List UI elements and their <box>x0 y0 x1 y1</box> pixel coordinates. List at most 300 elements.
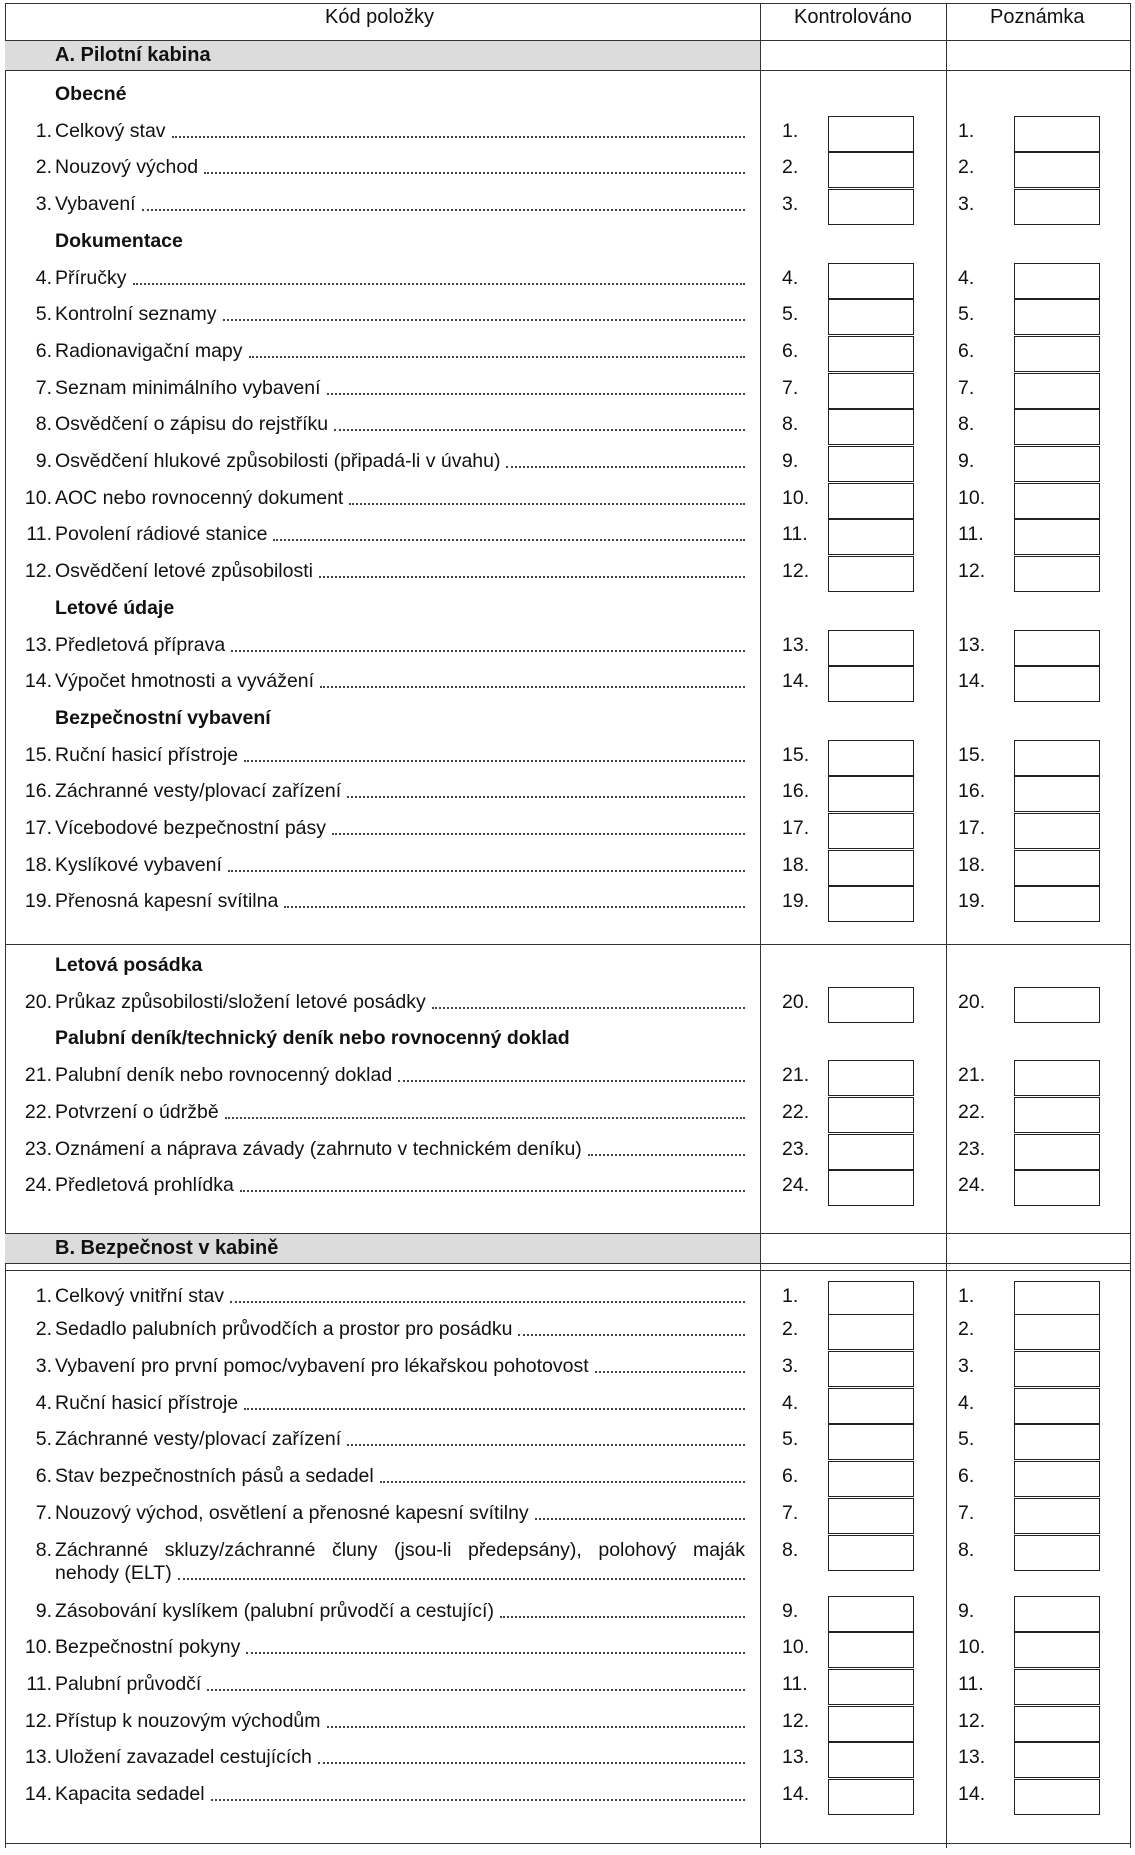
remark-box[interactable] <box>1014 1351 1100 1387</box>
item-label <box>55 1392 745 1415</box>
checked-number: 23. <box>782 1137 810 1160</box>
checklist-row <box>0 1636 1135 1664</box>
item-label <box>55 854 745 877</box>
item-label-text: Stav bezpečnostních pásů a sedadel <box>55 1465 374 1488</box>
checked-number: 13. <box>782 1746 810 1769</box>
checklist-row <box>0 1174 1135 1202</box>
remark-box[interactable] <box>1014 336 1100 372</box>
remark-number: 4. <box>958 266 975 289</box>
item-number: 2. <box>35 1318 52 1340</box>
item-label <box>55 1138 745 1161</box>
leader-dots <box>230 1301 745 1303</box>
remark-number: 18. <box>958 853 986 876</box>
checked-box[interactable] <box>828 1779 914 1815</box>
group-heading: Bezpečnostní vybavení <box>55 706 271 729</box>
item-label-line1: Záchranné skluzy/záchranné čluny (jsou-li předepsány), polohový maják <box>55 1538 745 1561</box>
checked-number: 8. <box>782 413 799 436</box>
remark-number: 14. <box>958 670 986 693</box>
checked-number: 6. <box>782 339 799 362</box>
remark-box[interactable] <box>1014 1669 1100 1705</box>
checklist-row <box>0 1600 1135 1628</box>
section-b-band-top <box>5 1233 1130 1234</box>
item-number: 1. <box>35 119 52 142</box>
item-number: 5. <box>35 303 52 326</box>
checklist-row <box>0 1502 1135 1530</box>
item-label <box>55 1428 745 1451</box>
leader-dots <box>332 833 745 835</box>
checked-box[interactable] <box>828 1669 914 1705</box>
remark-box[interactable] <box>1014 483 1100 519</box>
checklist-row <box>0 193 1135 221</box>
remark-number: 5. <box>958 1428 975 1451</box>
checked-number: 9. <box>782 450 799 472</box>
item-label-text: Radionavigační mapy <box>55 339 243 362</box>
remark-box[interactable] <box>1014 1535 1100 1571</box>
remark-box[interactable] <box>1014 1706 1100 1742</box>
leader-dots <box>327 393 745 395</box>
section-b-title: B. Bezpečnost v kabině <box>55 1237 279 1259</box>
checklist-row <box>0 991 1135 1019</box>
checked-box[interactable] <box>828 556 914 592</box>
checklist-row <box>0 1392 1135 1420</box>
item-number: 1. <box>35 1285 52 1307</box>
checked-box[interactable] <box>828 409 914 445</box>
item-label <box>55 487 745 510</box>
remark-box[interactable] <box>1014 1097 1100 1133</box>
checked-number: 12. <box>782 1709 810 1732</box>
checked-number: 4. <box>782 1391 799 1414</box>
checked-box[interactable] <box>828 1134 914 1170</box>
checked-box[interactable] <box>828 189 914 225</box>
item-label <box>55 991 745 1014</box>
checklist-row <box>0 487 1135 515</box>
item-number: 3. <box>35 193 52 216</box>
leader-dots <box>334 429 745 431</box>
checked-box[interactable] <box>828 1498 914 1534</box>
checked-box[interactable] <box>828 263 914 299</box>
item-label <box>55 560 745 583</box>
leader-dots <box>398 1080 745 1082</box>
item-number: 24. <box>24 1174 52 1197</box>
item-number: 14. <box>24 1783 52 1805</box>
item-label-text: Příručky <box>55 266 127 289</box>
item-label <box>55 340 745 363</box>
item-number: 9. <box>35 450 52 472</box>
checklist-row <box>0 267 1135 295</box>
checked-box[interactable] <box>828 1596 914 1632</box>
checklist-row <box>0 1318 1135 1346</box>
remark-number: 15. <box>958 743 986 766</box>
remark-number: 19. <box>958 890 986 913</box>
remark-box[interactable] <box>1014 886 1100 922</box>
checklist-row <box>0 1138 1135 1166</box>
table-bottom <box>5 1843 1130 1844</box>
checked-box[interactable] <box>828 666 914 702</box>
checklist-row <box>0 340 1135 368</box>
checklist-row <box>0 413 1135 441</box>
item-label-text: Výpočet hmotnosti a vyvážení <box>55 670 315 693</box>
checked-number: 11. <box>782 1672 808 1695</box>
item-label-text: Přístup k nouzovým východům <box>55 1709 321 1732</box>
remark-box[interactable] <box>1014 987 1100 1023</box>
item-label <box>55 1636 745 1659</box>
remark-box[interactable] <box>1014 1742 1100 1778</box>
remark-number: 12. <box>958 560 986 583</box>
leader-dots <box>380 1481 745 1483</box>
remark-box[interactable] <box>1014 630 1100 666</box>
checked-box[interactable] <box>828 152 914 188</box>
item-number: 10. <box>24 1636 52 1659</box>
checked-box[interactable] <box>828 1281 914 1317</box>
remark-box[interactable] <box>1014 1779 1100 1815</box>
item-number: 22. <box>24 1100 52 1123</box>
checklist-row <box>0 377 1135 405</box>
remark-box[interactable] <box>1014 1596 1100 1632</box>
checklist-row <box>0 1538 1135 1584</box>
group-heading: Letová posádka <box>55 954 203 976</box>
item-label-text: Předletová příprava <box>55 633 226 656</box>
remark-box[interactable] <box>1014 1314 1100 1350</box>
item-number: 8. <box>35 1538 52 1561</box>
item-label <box>55 156 745 179</box>
remark-number: 3. <box>958 1355 975 1377</box>
checked-box[interactable] <box>828 1424 914 1460</box>
remark-box[interactable] <box>1014 1461 1100 1497</box>
section-a-title: A. Pilotní kabina <box>55 44 211 66</box>
leader-dots <box>319 576 745 578</box>
item-number: 13. <box>24 1746 52 1769</box>
checked-number: 3. <box>782 193 799 216</box>
item-label-text: Vybavení <box>55 193 136 216</box>
leader-dots <box>246 1652 745 1654</box>
item-number: 16. <box>24 780 52 803</box>
checked-number: 8. <box>782 1538 799 1561</box>
leader-dots <box>273 539 745 541</box>
item-label <box>55 780 745 803</box>
checked-box[interactable] <box>828 1742 914 1778</box>
leader-dots <box>244 1408 745 1410</box>
remark-number: 13. <box>958 1746 986 1769</box>
item-number: 10. <box>24 486 52 509</box>
item-label-text: Bezpečnostní pokyny <box>55 1636 241 1659</box>
item-label-text: Sedadlo palubních průvodčích a prostor pro posádku <box>55 1318 513 1340</box>
checked-box[interactable] <box>828 987 914 1023</box>
checked-box[interactable] <box>828 1060 914 1096</box>
checked-number: 22. <box>782 1100 810 1123</box>
remark-number: 1. <box>958 119 975 142</box>
checked-box[interactable] <box>828 1314 914 1350</box>
remark-box[interactable] <box>1014 1498 1100 1534</box>
checked-box[interactable] <box>828 483 914 519</box>
remark-number: 6. <box>958 1465 975 1488</box>
checked-number: 1. <box>782 119 799 142</box>
checked-number: 7. <box>782 1501 799 1524</box>
remark-box[interactable] <box>1014 299 1100 335</box>
item-number: 12. <box>24 1709 52 1732</box>
remark-number: 2. <box>958 1318 975 1340</box>
item-label <box>55 1600 745 1623</box>
item-label-text: Osvědčení hlukové způsobilosti (připadá-li v úvahu) <box>55 450 501 472</box>
remark-number: 14. <box>958 1783 986 1805</box>
item-label-text: Nouzový východ <box>55 156 199 179</box>
remark-number: 22. <box>958 1100 986 1123</box>
header-remark: Poznámka <box>990 6 1085 28</box>
checklist-row <box>0 634 1135 662</box>
item-label-text: Záchranné vesty/plovací zařízení <box>55 1428 342 1451</box>
item-label <box>55 193 745 216</box>
checklist-row <box>0 1064 1135 1092</box>
item-label <box>55 1285 745 1308</box>
checked-number: 20. <box>782 990 810 1013</box>
remark-number: 9. <box>958 1599 975 1622</box>
checked-number: 24. <box>782 1174 810 1197</box>
checked-number: 4. <box>782 266 799 289</box>
remark-box[interactable] <box>1014 152 1100 188</box>
item-label <box>55 1783 745 1806</box>
item-label-text: Palubní průvodčí <box>55 1672 202 1695</box>
item-label-text: Osvědčení letové způsobilosti <box>55 560 313 583</box>
remark-number: 8. <box>958 1538 975 1561</box>
checked-number: 17. <box>782 817 810 839</box>
leader-dots <box>249 356 745 358</box>
remark-box[interactable] <box>1014 1424 1100 1460</box>
checked-box[interactable] <box>828 1170 914 1206</box>
remark-number: 23. <box>958 1137 986 1160</box>
checked-box[interactable] <box>828 299 914 335</box>
item-label-text: Průkaz způsobilosti/složení letové posádky <box>55 990 426 1013</box>
checked-number: 10. <box>782 486 810 509</box>
remark-box[interactable] <box>1014 189 1100 225</box>
item-number: 7. <box>35 1501 52 1524</box>
item-label <box>55 1101 745 1124</box>
item-number: 5. <box>35 1428 52 1451</box>
item-label <box>55 1673 745 1696</box>
remark-box[interactable] <box>1014 1632 1100 1668</box>
item-number: 18. <box>24 853 52 876</box>
item-number: 15. <box>24 743 52 766</box>
checked-box[interactable] <box>828 1632 914 1668</box>
checked-box[interactable] <box>828 519 914 555</box>
item-label <box>55 817 745 840</box>
item-number: 4. <box>35 266 52 289</box>
checked-box[interactable] <box>828 886 914 922</box>
checked-number: 18. <box>782 853 810 876</box>
checked-box[interactable] <box>828 1535 914 1571</box>
checklist-row <box>0 854 1135 882</box>
item-label <box>55 413 745 436</box>
leader-dots <box>588 1154 745 1156</box>
item-label <box>55 744 745 767</box>
remark-number: 20. <box>958 990 986 1013</box>
checked-number: 19. <box>782 890 810 913</box>
checked-number: 15. <box>782 743 810 766</box>
checklist-row <box>0 303 1135 331</box>
group-heading: Obecné <box>55 83 127 105</box>
remark-number: 1. <box>958 1285 975 1307</box>
checked-box[interactable] <box>828 1461 914 1497</box>
group-heading: Dokumentace <box>55 229 183 252</box>
item-label-text: Kontrolní seznamy <box>55 303 217 326</box>
checked-box[interactable] <box>828 850 914 886</box>
group-divider <box>5 944 1130 945</box>
item-number: 20. <box>24 990 52 1013</box>
leader-dots <box>518 1334 745 1336</box>
remark-box[interactable] <box>1014 740 1100 776</box>
item-label <box>55 120 745 143</box>
item-label <box>55 1539 745 1585</box>
remark-box[interactable] <box>1014 666 1100 702</box>
item-label <box>55 1502 745 1525</box>
checked-number: 12. <box>782 560 810 583</box>
leader-dots <box>535 1518 745 1520</box>
item-label <box>55 670 745 693</box>
item-label-text: Ruční hasicí přístroje <box>55 743 239 766</box>
remark-number: 7. <box>958 1501 975 1524</box>
checked-box[interactable] <box>828 1097 914 1133</box>
item-label-text: Osvědčení o zápisu do rejstříku <box>55 413 329 436</box>
checked-box[interactable] <box>828 336 914 372</box>
item-number: 17. <box>24 817 52 839</box>
checklist-row <box>0 670 1135 698</box>
checklist-row <box>0 744 1135 772</box>
remark-number: 2. <box>958 156 975 179</box>
checked-number: 2. <box>782 1318 799 1340</box>
item-label-text: Povolení rádiové stanice <box>55 523 268 546</box>
item-label-text: Zásobování kyslíkem (palubní průvodčí a cestující) <box>55 1599 494 1622</box>
checked-box[interactable] <box>828 776 914 812</box>
remark-box[interactable] <box>1014 409 1100 445</box>
remark-box[interactable] <box>1014 263 1100 299</box>
leader-dots <box>320 686 745 688</box>
remark-box[interactable] <box>1014 1170 1100 1206</box>
leader-dots <box>347 1444 745 1446</box>
item-label-text: Celkový stav <box>55 119 166 142</box>
checked-number: 14. <box>782 670 810 693</box>
checked-box[interactable] <box>828 1351 914 1387</box>
checked-number: 2. <box>782 156 799 179</box>
remark-number: 3. <box>958 193 975 216</box>
item-number: 21. <box>24 1064 52 1087</box>
checked-number: 13. <box>782 633 810 656</box>
checklist-row <box>0 1746 1135 1774</box>
item-label <box>55 523 745 546</box>
remark-number: 16. <box>958 780 986 803</box>
checked-box[interactable] <box>828 1388 914 1424</box>
checklist-row <box>0 1673 1135 1701</box>
item-label-text: Kyslíkové vybavení <box>55 853 222 876</box>
leader-dots <box>244 760 745 762</box>
leader-dots <box>204 172 745 174</box>
remark-box[interactable] <box>1014 1134 1100 1170</box>
item-number: 7. <box>35 376 52 399</box>
group-heading: Palubní deník/technický deník nebo rovnocenný doklad <box>55 1027 570 1050</box>
leader-dots <box>240 1190 745 1192</box>
checklist-row <box>0 1710 1135 1738</box>
checked-number: 10. <box>782 1636 810 1659</box>
leader-dots <box>349 503 745 505</box>
checked-box[interactable] <box>828 1706 914 1742</box>
remark-box[interactable] <box>1014 1060 1100 1096</box>
leader-dots <box>225 1117 745 1119</box>
checked-box[interactable] <box>828 740 914 776</box>
checklist-row <box>0 523 1135 551</box>
remark-box[interactable] <box>1014 850 1100 886</box>
remark-box[interactable] <box>1014 556 1100 592</box>
item-number: 9. <box>35 1599 52 1622</box>
leader-dots <box>142 209 745 211</box>
checklist-row <box>0 890 1135 918</box>
remark-box[interactable] <box>1014 776 1100 812</box>
item-label-text: Kapacita sedadel <box>55 1783 205 1805</box>
remark-box[interactable] <box>1014 373 1100 409</box>
checklist-row <box>0 1355 1135 1383</box>
item-label-text: Vybavení pro první pomoc/vybavení pro lékařskou pohotovost <box>55 1355 589 1377</box>
checklist-row <box>0 450 1135 478</box>
checked-box[interactable] <box>828 446 914 482</box>
remark-box[interactable] <box>1014 813 1100 849</box>
item-label <box>55 377 745 400</box>
item-label <box>55 1355 745 1378</box>
group-heading: Letové údaje <box>55 596 175 619</box>
item-number: 3. <box>35 1355 52 1377</box>
checklist-row <box>0 1428 1135 1456</box>
remark-number: 17. <box>958 817 986 839</box>
item-label-text: Celkový vnitřní stav <box>55 1285 225 1307</box>
checked-box[interactable] <box>828 630 914 666</box>
item-number: 11. <box>26 523 52 546</box>
item-label <box>55 1710 745 1733</box>
leader-dots <box>231 650 745 652</box>
item-label <box>55 1746 745 1769</box>
item-label <box>55 1174 745 1197</box>
item-number: 6. <box>35 1465 52 1488</box>
checked-number: 11. <box>782 523 808 546</box>
remark-box[interactable] <box>1014 1388 1100 1424</box>
remark-box[interactable] <box>1014 1281 1100 1317</box>
remark-number: 10. <box>958 486 986 509</box>
remark-box[interactable] <box>1014 519 1100 555</box>
item-label-text: Seznam minimálního vybavení <box>55 376 321 399</box>
item-number: 2. <box>35 156 52 179</box>
section-b-spacer <box>5 1270 1130 1271</box>
remark-number: 4. <box>958 1391 975 1414</box>
header-checked: Kontrolováno <box>794 6 912 28</box>
remark-number: 12. <box>958 1709 986 1732</box>
leader-dots <box>595 1371 745 1373</box>
leader-dots <box>284 906 745 908</box>
leader-dots <box>207 1689 745 1691</box>
item-number: 12. <box>24 560 52 583</box>
section-a-band-bottom <box>5 70 1130 71</box>
item-label <box>55 1064 745 1087</box>
leader-dots <box>327 1726 745 1728</box>
leader-dots <box>500 1616 745 1618</box>
item-label-text: Ruční hasicí přístroje <box>55 1391 239 1414</box>
leader-dots <box>506 466 745 468</box>
checked-number: 5. <box>782 1428 799 1451</box>
checked-box[interactable] <box>828 813 914 849</box>
checked-box[interactable] <box>828 116 914 152</box>
remark-number: 24. <box>958 1174 986 1197</box>
item-label-text: Uložení zavazadel cestujících <box>55 1746 312 1769</box>
checked-box[interactable] <box>828 373 914 409</box>
table-top <box>5 3 1130 4</box>
remark-box[interactable] <box>1014 116 1100 152</box>
checked-number: 1. <box>782 1285 799 1307</box>
leader-dots <box>211 1799 745 1801</box>
leader-dots <box>133 283 745 285</box>
remark-box[interactable] <box>1014 446 1100 482</box>
